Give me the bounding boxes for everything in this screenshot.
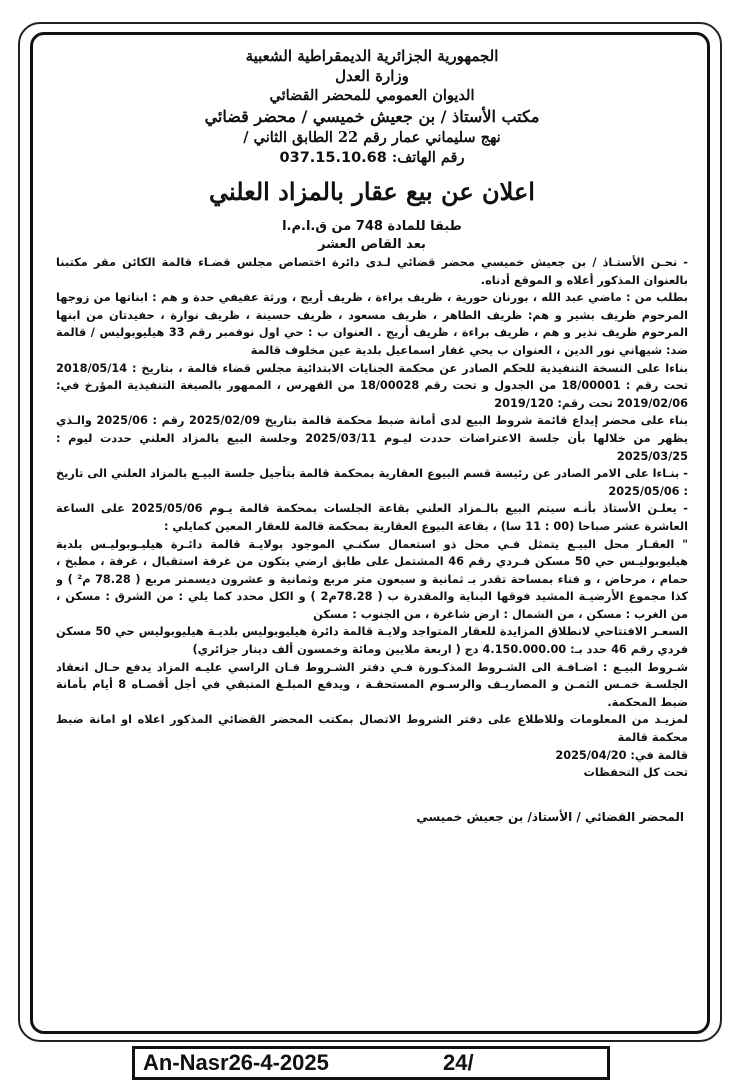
newspaper-footer	[132, 1046, 610, 1080]
republic-heading: الجمهورية الجزائرية الديمقراطية الشعبية	[245, 47, 499, 65]
notice-content	[56, 46, 688, 1036]
paragraph-conditions: شـروط البيـع : اضـافـة الى الشـروط المذكـورة فـي دفتر الشـروط فـان الراسي عليـه المزاد يدفع حـال انعقاد الجلسـة خمـس الثمـن و المصاريـف والرسـوم المستحقـة ، ويدفع المبلـغ المتبقي في أجل أقصـاه 8 أيام بأمانة ضبط المحكمة.	[56, 660, 688, 709]
notice-title: اعلان عن بيع عقار بالمزاد العلني	[209, 177, 535, 206]
date-line: قالمة في: 2025/04/20	[555, 748, 688, 762]
paragraph-postponement: - بنـاءا على الامر الصادر عن رئيسة قسم البيوع العقارية بمحكمة قالمة بتأجيل جلسة البيـع بالمزاد العلني الى تاريخ : 2025/05/06	[56, 467, 688, 498]
phone-line	[56, 148, 688, 168]
phone-label: رقم الهاتف:	[391, 149, 465, 166]
after-deadline: بعد القاص العشر	[318, 237, 426, 252]
bailiff-heading: مكتب الأستاذ / بن جعيش خميسي / محضر قضائي	[204, 107, 540, 126]
ministry-heading: وزارة العدل	[335, 67, 409, 85]
paragraph-property: " العقـار محل البيـع يتمثل فـي محل ذو استعمال سكنـي الموجود بولايـة قالمة دائـرة هيليـوبوليـس بلدية هيليوبوليـس حي 50 مسكن فـردي رقم 46 المشتمل على طابق ارضي يتكون من غرفة استقبال ، غرفة ، مطبخ ، حمام ، مرحاض ، و فناء بمساحة تقدر بـ ثمانية و سبعون متر مربع وثمانية و عشرون ديسمتر مربع ( 78.28 م² ) و كذا مجموع الأرضيـة المشيد فوقها البناية والمقدرة ب ( 78.28م2 ) و الكل محدد كما يلي : من الشرق : مسكن ، من الغرب : مسكن ، من الشمال : ارض شاغرة ، من الجنوب : مسكن	[56, 537, 688, 621]
address-line: نهج سليماني عمار رقم 22 الطابق الثاني /	[243, 129, 501, 146]
paragraph-sale-date: - يعلـن الأستاذ بأنـه سيتم البيع بالـمزاد العلني بقاعة الجلسات بمحكمة قالمة يـوم 2025/05/06 على الساعة العاشرة عشر صباحا (00 : 11 سا) ، بقاعة البيوع العقارية بمحكمة قالمة للعقار المعين كمايلي :	[56, 502, 688, 533]
paragraph-price: السعـر الافتتاحي لانطلاق المزايدة للعقار المتواجد ولايـة قالمة دائرة هيليوبوليس بلديـة هيليوبوليس حي 50 مسكن فردي رقم 46 حدد بـ: 4.150.000.00 دج ( اربعة ملايين ومائة وخمسون ألف دينار جزائري)	[56, 625, 688, 657]
paragraph-judgment: بناءا على النسخة التنفيذية للحكم الصادر عن محكمة الجنايات الابتدائية مجلس قضاء قالمة ، بتاريخ : 2018/05/14 تحت رقم : 18/00001 من الجدول و تحت رقم 18/00028 من الفهرس ، الممهور بالصيغة التنفيذية المؤرخ في: 2019/02/06 تحت رقم: 2019/120	[56, 361, 688, 410]
signature: المحضر القضائي / الأستاذ/ بن جعيش خميسي	[416, 809, 684, 824]
reservation-line: تحت كل التحفظات	[583, 766, 688, 780]
page-number: 24/	[443, 1050, 474, 1075]
paragraph-filing: بناء على محضر إيداع قائمة شروط البيع لدى أمانة ضبط محكمة قالمة بتاريخ 2025/02/09 رقم : 2025/06 والـذي يظهر من خلالها بأن جلسة الاعتراضات حددت ليـوم 2025/03/11 وجلسة البيع بالمزاد العلني حددت ليوم : 2025/03/25	[56, 414, 688, 463]
paragraph-parties: بطلب من : ماضي عبد الله ، بورنان حورية ، ظريف براءة ، ظريف أريج ، ورثة عفيفي حدة و هم : ابناتها من زوجها المرحوم ظريف بشير و هم: ظريف الطاهر ، ظريف مسعود ، ظريف حسينة ، ظريف نوارة ، حفيدتان من ابنها المرحوم ظريف نذير و هم ، ظريف براءة ، ظريف أريج . العنوان ب : حي اول نوفمبر رقم 33 هيليوبوليس / قالمة ضد: شيهاني نور الدين ، العنوان ب يحي غفار اسماعيل بلدية عين مخلوف قالمة	[56, 291, 688, 357]
office-heading: الديوان العمومي للمحضر القضائي	[269, 87, 475, 104]
paragraph-info: لمزيـد من المعلومات وللاطلاع على دفتر الشروط الاتصال بمكتب المحضر القضائي المذكور اعلاه او امانة ضبط محكمة قالمة	[56, 713, 688, 745]
paragraph-bailiff: - نحـن الأستـاذ / بن جعيش خميسي محضر قضائي لـدى دائرة اختصاص مجلس قضـاء قالمة الكائن مقر مكتبنا بالعنوان المذكور أعلاه و الموقع أدناه.	[56, 256, 688, 287]
phone-number: 037.15.10.68	[279, 150, 387, 166]
legal-article: طبقا للمادة 748 من ق.ا.م.ا	[282, 219, 462, 234]
newspaper-source: An-Nasr26-4-2025	[143, 1050, 329, 1075]
